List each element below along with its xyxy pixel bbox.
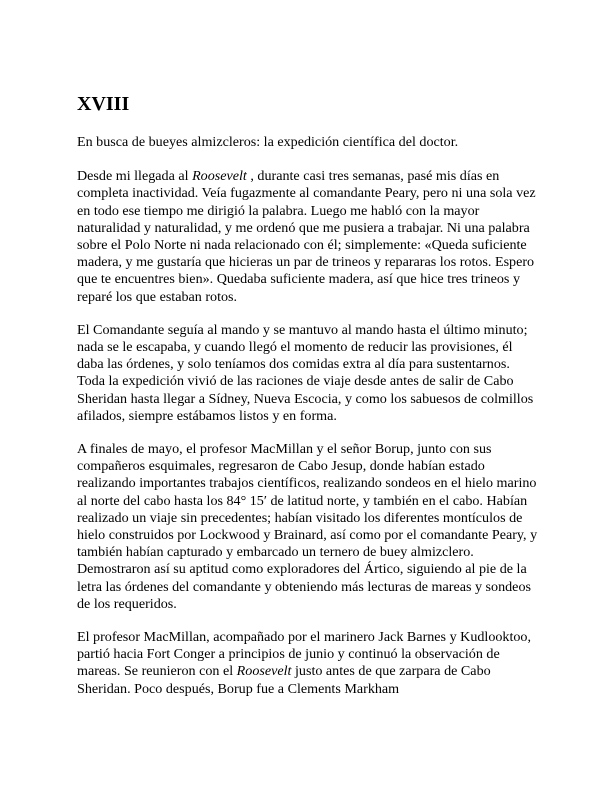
chapter-title: XVIII: [77, 93, 130, 115]
chapter-subtitle: En busca de bueyes almizcleros: la expedición científica del doctor.: [77, 134, 459, 150]
paragraph-2: El Comandante seguía al mando y se mantuvo al mando hasta el último minuto; nada se le escapaba, y cuando llegó el momento de reducir las provisiones, él daba las órdenes, y solo teníamos dos comidas extra al día para sustentarnos. Toda la expedición vivió de las raciones de viaje desde antes de salir de Cabo Sheridan hasta llegar a Sídney, Nueva Escocia, y como los sabuesos de colmillos afilados, siempre estábamos listos y en forma.: [77, 321, 534, 424]
paragraph-1: [77, 168, 539, 306]
paragraph-4-text-a: El profesor MacMillan, acompañado por el marinero Jack Barnes y Kudlooktoo, partió hacia Fort Conger a principios de junio y continuó la observación de mareas. Se reunieron con el: [77, 629, 532, 680]
paragraph-4-text-b: justo antes de que zarpara de Cabo Sheridan. Poco después, Borup fue a Clements Markham: [77, 663, 491, 697]
paragraph-3: A finales de mayo, el profesor MacMillan y el señor Borup, junto con sus compañeros esquimales, regresaron de Cabo Jesup, donde habían estado realizando importantes trabajos científicos, realizando sondeos en el hielo marino al norte del cabo hasta los 84° 15′ de latitud norte, y también en el cabo. Habían realizado un viaje sin precedentes; habían visitado los diferentes montículos de hielo construidos por Lockwood y Brainard, así como por el comandante Peary, y también habían capturado y embarcado un ternero de buey almizclero. Demostraron así su aptitud como exploradores del Ártico, siguiendo al pie de la letra las órdenes del comandante y obteniendo más lecturas de mareas y sondeos de los requeridos.: [77, 441, 538, 612]
page-content: [77, 93, 539, 714]
paragraph-1-text-a: Desde mi llegada al: [77, 168, 193, 185]
ship-name-roosevelt: Roosevelt: [192, 168, 247, 185]
paragraph-1-text-b: , durante casi tres semanas, pasé mis días en completa inactividad. Veía fugazmente al comandante Peary, pero ni una sola vez en todo ese tiempo me dirigió la palabra. Luego me habló con la mayor naturalidad y naturalidad, y me ordenó que me pusiera a trabajar. Ni una palabra sobre el Polo Norte ni nada relacionado con él; simplemente: «Queda suficiente madera, y me gustaría que hicieras un par de trineos y repararas los rotos. Espero que te encuentres bien». Quedaba suficiente madera, así que hice tres trineos y reparé los que estaban rotos.: [77, 168, 536, 305]
paragraph-4: [77, 629, 539, 698]
ship-name-roosevelt: Roosevelt: [236, 663, 292, 680]
